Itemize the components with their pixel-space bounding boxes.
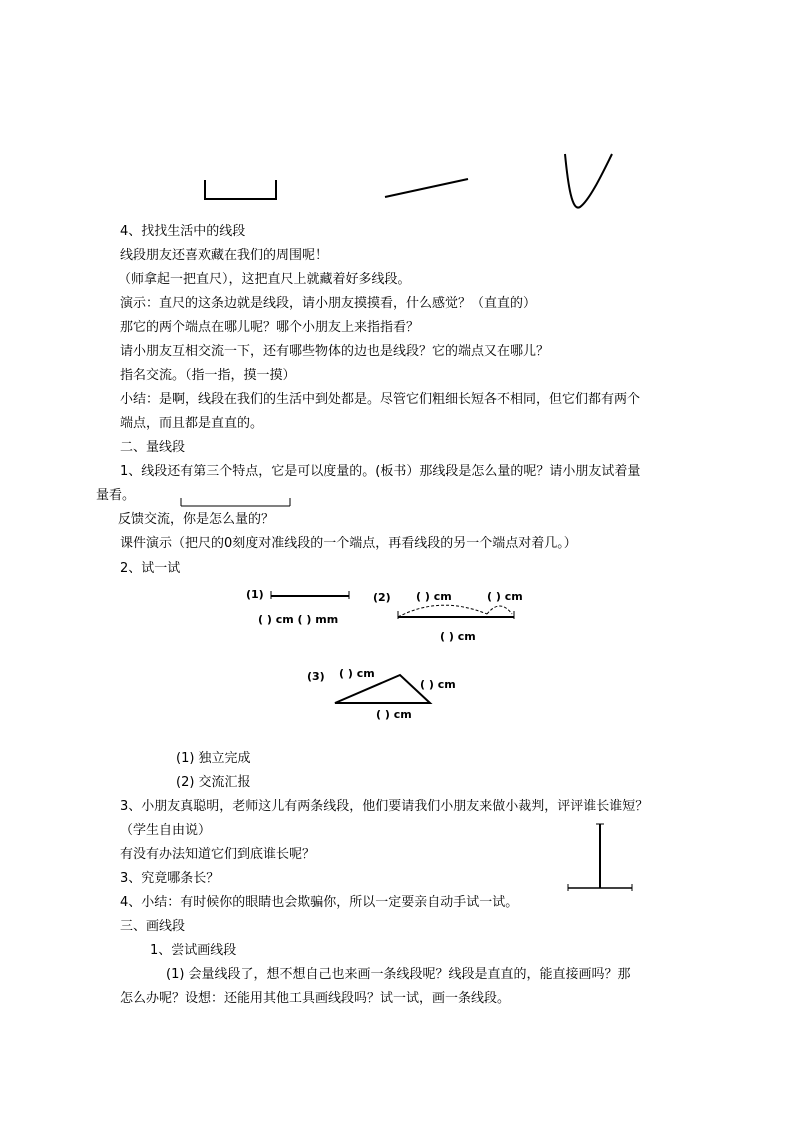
line-judge: 3、小朋友真聪明，老师这儿有两条线段，他们要请我们小朋友来做小裁判，评评谁长谁短？: [120, 799, 649, 814]
line-try-draw: 1、尝试画线段: [150, 943, 237, 958]
ex3-side-c-label: ( ) cm: [376, 708, 412, 721]
line-measure-see: 量看。: [96, 488, 136, 503]
line-free-talk: （学生自由说）: [120, 823, 212, 838]
line-share: 指名交流。（指一指，摸一摸）: [120, 368, 296, 383]
ex2-top-right-label: ( ) cm: [487, 590, 523, 603]
line-endpoints: 那它的两个端点在哪儿呢？哪个小朋友上来指指看？: [120, 320, 420, 335]
list-item-independent: (1) 独立完成: [176, 751, 251, 766]
ex3-number: (3): [307, 670, 325, 683]
ex3-side-b-label: ( ) cm: [420, 678, 456, 691]
ex1-number: (1): [246, 588, 264, 601]
line-courseware: 课件演示（把尺的0刻度对准线段的一个端点，再看线段的另一个端点对着几。）: [120, 536, 577, 551]
ex3-side-a-label: ( ) cm: [339, 667, 375, 680]
list-item-report: (2) 交流汇报: [176, 775, 251, 790]
ex2-number: (2): [373, 591, 391, 604]
section-heading-measure: 二、量线段: [120, 440, 186, 455]
line-third-feature: 1、线段还有第三个特点，它是可以度量的。(板书）那线段是怎么量的呢？请小朋友试着量: [120, 464, 641, 479]
line-ruler: （师拿起一把直尺），这把直尺上就藏着好多线段。: [118, 272, 411, 287]
line-draw-1: (1) 会量线段了，想不想自己也来画一条线段呢？线段是直直的，能直接画吗？那: [166, 967, 631, 982]
line-hidden-around: 线段朋友还喜欢藏在我们的周围呢！: [120, 248, 329, 263]
ex2-bottom-label: ( ) cm: [440, 630, 476, 643]
line-summary-eyes: 4、小结：有时候你的眼睛也会欺骗你，所以一定要亲自动手试一试。: [120, 895, 519, 910]
line-draw-2: 怎么办呢？设想：还能用其他工具画线段吗？试一试，画一条线段。: [120, 991, 511, 1006]
line-feedback: 反馈交流，你是怎么量的？: [118, 512, 275, 527]
line-discuss: 请小朋友互相交流一下，还有哪些物体的边也是线段？它的端点又在哪儿？: [120, 344, 550, 359]
ex2-top-left-label: ( ) cm: [416, 590, 452, 603]
line-demo: 演示：直尺的这条边就是线段，请小朋友摸摸看，什么感觉？（直直的）: [120, 296, 537, 311]
line-try: 2、试一试: [120, 561, 181, 576]
line-which-longer: 3、究竟哪条长？: [120, 871, 220, 886]
line-find-segments: 4、找找生活中的线段: [120, 224, 246, 239]
ex1-blank-label: ( ) cm ( ) mm: [258, 613, 339, 626]
section-heading-draw: 三、画线段: [120, 919, 186, 934]
line-summary-2: 端点，而且都是直直的。: [120, 416, 264, 431]
line-summary-1: 小结：是啊，线段在我们的生活中到处都是。尽管它们粗细长短各不相同，但它们都有两个: [120, 392, 641, 407]
line-any-way: 有没有办法知道它们到底谁长呢？: [120, 847, 316, 862]
